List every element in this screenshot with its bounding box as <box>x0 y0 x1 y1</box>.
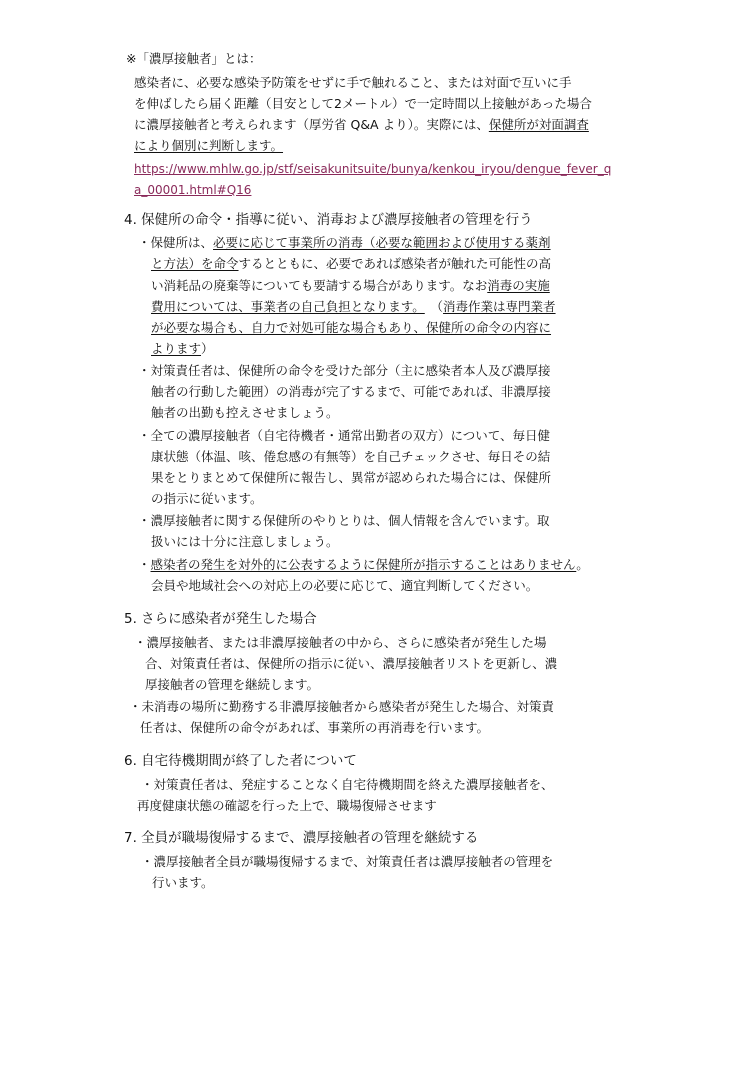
s4-b1-underline-c: 消毒の実施 <box>487 278 550 293</box>
s4-b5-line-2: 会員や地域社会への対応上の必要に応じて、適宜判断してください。 <box>151 578 539 593</box>
section-7-heading: 7. 全員が職場復帰するまで、濃厚接触者の管理を継続する <box>124 830 479 846</box>
mhlw-link-line-1[interactable]: https://www.mhlw.go.jp/stf/seisakunitsuite/bunya/kenkou_iryou/dengue_fever_q <box>134 162 612 176</box>
s5-b1-line-3: 厚接触者の管理を継続します。 <box>145 677 320 692</box>
s4-b5-line-1 <box>138 556 589 574</box>
note-line-4 <box>134 137 283 155</box>
s4-b3-line-1: ・全ての濃厚接触者（自宅待機者・通常出勤者の双方）について、毎日健 <box>138 428 551 443</box>
s6-b1-line-1: ・対策責任者は、発症することなく自宅待機期間を終えた濃厚接触者を、 <box>141 777 554 792</box>
s5-b2-line-2: 任者は、保健所の命令があれば、事業所の再消毒を行います。 <box>140 720 490 735</box>
mhlw-link-line-2[interactable]: a_00001.html#Q16 <box>134 183 252 197</box>
s5-b1-line-1: ・濃厚接触者、または非濃厚接触者の中から、さらに感染者が発生した場 <box>134 635 547 650</box>
s4-b5-underline: 感染者の発生を対外的に公表するように保健所が指示することはありません <box>150 557 577 572</box>
note-line-3-text: に濃厚接触者と考えられます（厚労省 Q&A より）。実際には、 <box>134 117 489 132</box>
note-underline-2: により個別に判断します。 <box>134 138 284 153</box>
s4-b1-underline-e: 消毒作業は専門業者 <box>443 299 556 314</box>
s4-b1-text-c: い消耗品の廃棄等についても要請する場合があります。なお <box>151 278 488 293</box>
s4-b3-line-3: 果をとりまとめて保健所に報告し、異常が認められた場合には、保健所 <box>151 470 552 485</box>
s4-b1-text-a: ・保健所は、 <box>138 235 214 250</box>
note-line-1: 感染者に、必要な感染予防策をせずに手で触れること、または対面で互いに手 <box>134 75 572 90</box>
s4-b1-line-6 <box>151 340 214 358</box>
s4-b3-line-2: 康状態（体温、咳、倦怠感の有無等）を自己チェックさせ、毎日その結 <box>151 449 551 464</box>
s4-b2-line-2: 触者の行動した範囲）の消毒が完了するまで、可能であれば、非濃厚接 <box>151 384 551 399</box>
note-line-3 <box>134 116 589 134</box>
s4-b3-line-4: の指示に従います。 <box>151 491 263 506</box>
s4-b1-underline-g: よります <box>151 341 202 356</box>
s4-b1-paren-open: （ <box>436 299 444 314</box>
note-title: ※「濃厚接触者」とは： <box>126 51 262 66</box>
section-5-heading: 5. さらに感染者が発生した場合 <box>124 611 317 627</box>
s4-b1-text-b: するとともに、必要であれば感染者が触れた可能性の高 <box>238 256 552 271</box>
s6-b1-line-2: 再度健康状態の確認を行った上で、職場復帰させます <box>137 798 437 813</box>
s4-b1-paren-close: ） <box>201 341 214 356</box>
note-underline-1: 保健所が対面調査 <box>488 117 589 132</box>
note-line-2: を伸ばしたら届く距離（目安として2メートル）で一定時間以上接触があった場合 <box>134 96 592 111</box>
s7-b1-line-1: ・濃厚接触者全員が職場復帰するまで、対策責任者は濃厚接触者の管理を <box>141 854 554 869</box>
s4-b4-line-1: ・濃厚接触者に関する保健所のやりとりは、個人情報を含んでいます。取 <box>138 513 550 528</box>
s4-b2-line-3: 触者の出勤も控えさせましょう。 <box>151 405 339 420</box>
s4-b5-period: 。 <box>576 557 589 572</box>
s7-b1-line-2: 行います。 <box>152 875 214 890</box>
s4-b5-bullet: ・ <box>138 557 151 572</box>
s4-b1-line-2 <box>151 255 551 273</box>
s4-b1-underline-f: が必要な場合も、自力で対処可能な場合もあり、保健所の命令の内容に <box>151 320 552 335</box>
s4-b2-line-1: ・対策責任者は、保健所の命令を受けた部分（主に感染者本人及び濃厚接 <box>138 363 551 378</box>
s5-b2-line-1: ・未消毒の場所に勤務する非濃厚接触者から感染者が発生した場合、対策責 <box>129 699 555 714</box>
section-4-heading: 4. 保健所の命令・指導に従い、消毒および濃厚接触者の管理を行う <box>124 212 533 228</box>
s4-b1-underline-b: と方法）を命令 <box>151 256 239 271</box>
s4-b4-line-2: 扱いには十分に注意しましょう。 <box>151 534 339 549</box>
s4-b1-line-1 <box>138 234 551 252</box>
s5-b1-line-2: 合、対策責任者は、保健所の指示に従い、濃厚接触者リストを更新し、濃 <box>145 656 558 671</box>
s4-b1-underline-a: 必要に応じて事業所の消毒（必要な範囲および使用する薬剤 <box>213 235 551 250</box>
section-6-heading: 6. 自宅待機期間が終了した者について <box>124 753 357 769</box>
s4-b1-underline-d: 費用については、事業者の自己負担となります。 <box>151 299 425 314</box>
s4-b1-line-5 <box>151 319 551 337</box>
s4-b1-line-3 <box>151 277 550 295</box>
s4-b1-line-4 <box>151 298 556 316</box>
